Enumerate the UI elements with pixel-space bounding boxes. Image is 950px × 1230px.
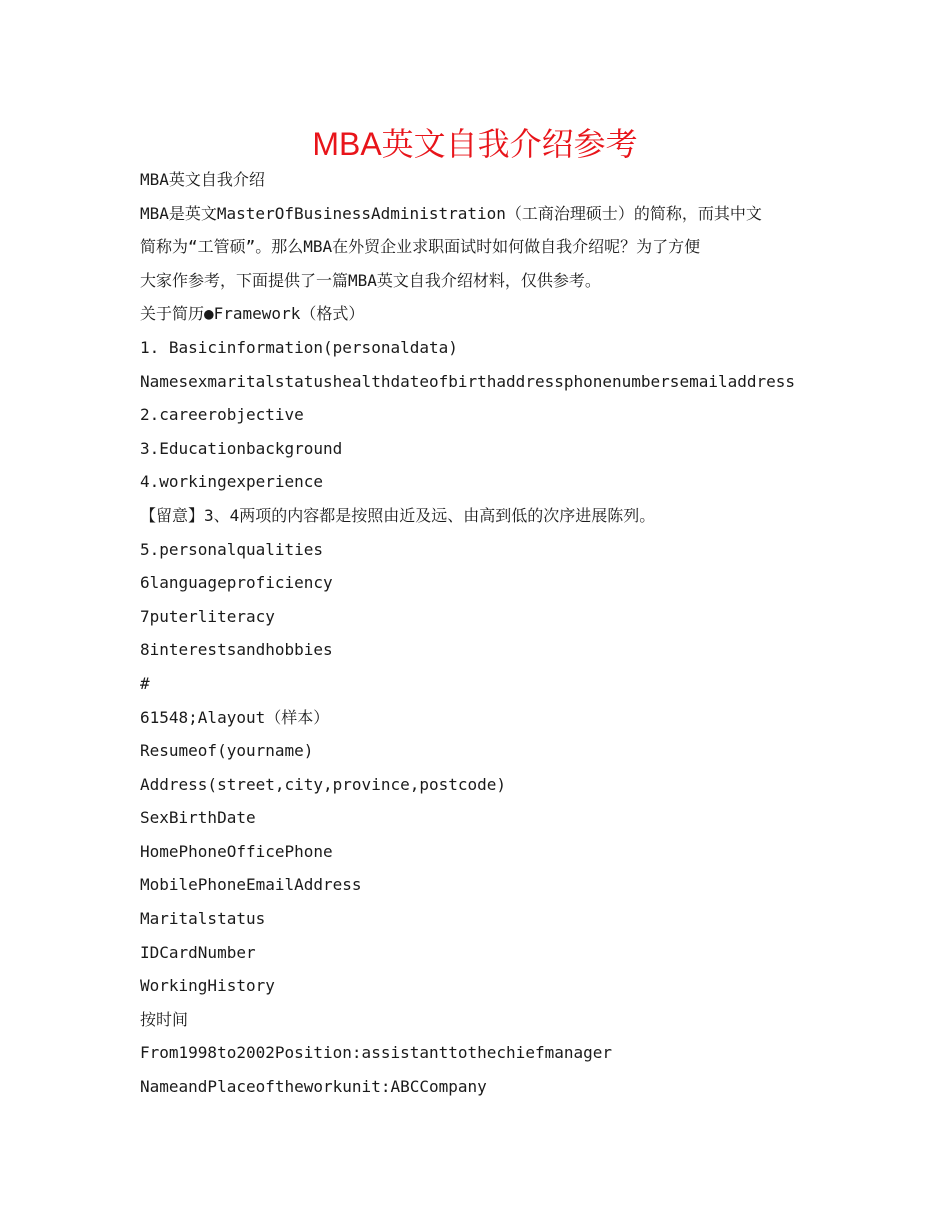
text-line-11: 【留意】3、4两项的内容都是按照由近及远、由高到低的次序进展陈列。	[140, 505, 656, 525]
text-line-6: 1. Basicinformation(personaldata)	[140, 337, 458, 357]
text-line-19: Address(street,city,province,postcode)	[140, 774, 507, 794]
text-line-15: 8interestsandhobbies	[140, 640, 333, 660]
text-line-14: 7puterliteracy	[140, 606, 275, 626]
text-line-10: 4.workingexperience	[140, 472, 324, 492]
text-line-27: From1998to2002Position:assistanttothechiefmanager	[140, 1043, 613, 1063]
text-line-9: 3.Educationbackground	[140, 438, 343, 458]
text-line-5: 关于简历●Framework（格式）	[140, 304, 365, 324]
text-line-17: 61548;Alayout（样本）	[140, 707, 330, 727]
text-line-25: WorkingHistory	[140, 976, 275, 996]
document-body	[140, 163, 840, 1104]
text-line-21: HomePhoneOfficePhone	[140, 841, 333, 861]
text-line-3: 简称为“工管硕”。那么MBA在外贸企业求职面试时如何做自我介绍呢？为了方便	[140, 237, 701, 257]
text-line-12: 5.personalqualities	[140, 539, 324, 559]
text-line-16: #	[140, 673, 150, 693]
text-line-4: 大家作参考，下面提供了一篇MBA英文自我介绍材料，仅供参考。	[140, 270, 601, 290]
text-line-20: SexBirthDate	[140, 808, 256, 828]
text-line-1: MBA英文自我介绍	[140, 170, 265, 189]
text-line-26: 按时间	[140, 1009, 189, 1029]
text-line-13: 6languageproficiency	[140, 573, 333, 593]
text-line-2: MBA是英文MasterOfBusinessAdministration（工商治理硕士）的简称，而其中文	[140, 203, 762, 223]
text-line-23: Maritalstatus	[140, 909, 266, 929]
text-line-28: NameandPlaceoftheworkunit:ABCCompany	[140, 1077, 487, 1097]
text-line-7: Namesexmaritalstatushealthdateofbirthaddressphonenumbersemailaddress	[140, 371, 796, 391]
text-line-18: Resumeof(yourname)	[140, 741, 314, 761]
text-line-24: IDCardNumber	[140, 942, 256, 962]
text-line-22: MobilePhoneEmailAddress	[140, 875, 362, 895]
document-title: MBA英文自我介绍参考	[312, 126, 638, 162]
text-line-8: 2.careerobjective	[140, 405, 304, 425]
